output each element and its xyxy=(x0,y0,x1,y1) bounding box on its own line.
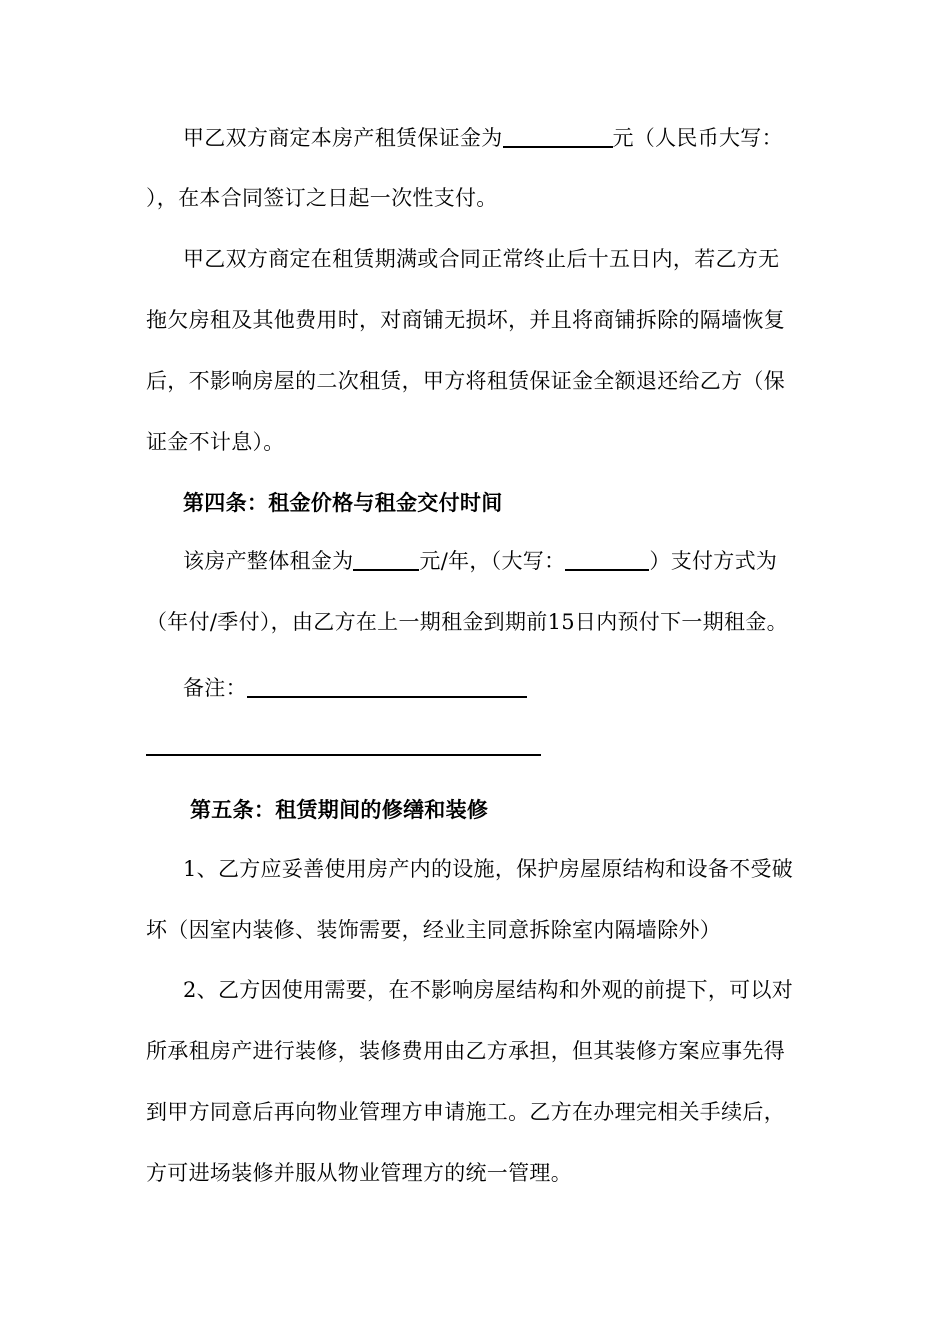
article5-title: 第五条：租赁期间的修缮和装修 xyxy=(190,797,489,822)
deposit-text-a: 甲乙双方商定本房产租赁保证金为 xyxy=(183,126,503,150)
deposit-amount-blank xyxy=(503,124,613,148)
refund-line-1: 甲乙双方商定在租赁期满或合同正常终止后十五日内，若乙方无 xyxy=(183,247,780,271)
repair-line-2: 坏（因室内装修、装饰需要，经业主同意拆除室内隔墙除外） xyxy=(146,918,722,942)
decor-line-3: 到甲方同意后再向物业管理方申请施工。乙方在办理完相关手续后， xyxy=(146,1100,785,1124)
remark-blank xyxy=(247,674,527,698)
deposit-text-b: 元（人民币大写： xyxy=(612,126,783,150)
rent-amount-blank xyxy=(353,547,419,571)
remark-label: 备注： xyxy=(183,676,247,700)
decor-line-4: 方可进场装修并服从物业管理方的统一管理。 xyxy=(146,1161,572,1185)
rent-words-blank xyxy=(565,547,649,571)
rent-text-c: ）支付方式为 xyxy=(649,549,778,573)
decor-line-1: 2、乙方因使用需要，在不影响房屋结构和外观的前提下，可以对 xyxy=(183,978,794,1002)
rent-line-1 xyxy=(183,547,777,575)
rent-text-b: 元/年，（大写： xyxy=(419,549,566,573)
remark-continuation-rule xyxy=(146,754,541,756)
decor-line-2: 所承租房产进行装修，装修费用由乙方承担，但其装修方案应事先得 xyxy=(146,1039,785,1063)
refund-line-2: 拖欠房租及其他费用时，对商铺无损坏，并且将商铺拆除的隔墙恢复 xyxy=(146,308,785,332)
rent-line-2: （年付/季付），由乙方在上一期租金到期前15日内预付下一期租金。 xyxy=(146,610,788,634)
repair-line-1: 1、乙方应妥善使用房产内的设施，保护房屋原结构和设备不受破 xyxy=(183,857,794,881)
remark-line xyxy=(183,674,527,702)
deposit-line-2: ），在本合同签订之日起一次性支付。 xyxy=(146,186,498,210)
article4-title: 第四条：租金价格与租金交付时间 xyxy=(183,490,503,515)
deposit-line-1 xyxy=(183,124,783,152)
refund-line-3: 后，不影响房屋的二次租赁，甲方将租赁保证金全额退还给乙方（保 xyxy=(146,369,785,393)
refund-line-4: 证金不计息）。 xyxy=(146,430,285,454)
rent-text-a: 该房产整体租金为 xyxy=(183,549,354,573)
